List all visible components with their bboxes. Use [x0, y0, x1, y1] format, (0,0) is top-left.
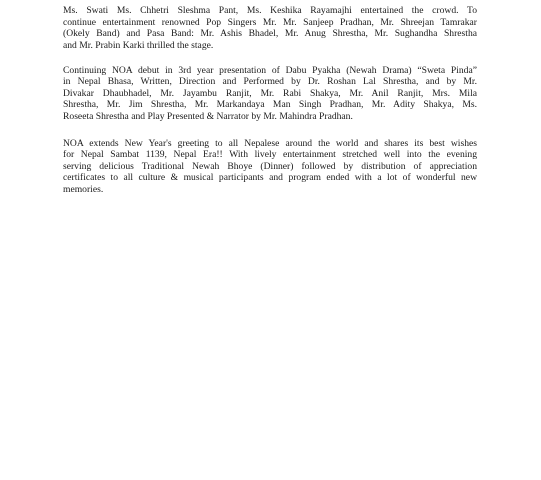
paragraph-line: serving delicious Traditional Newah Bhoye (Dinner) followed by distribution of appreciation [63, 160, 477, 172]
paragraph-line: and Mr. Prabin Karki thrilled the stage. [63, 39, 214, 51]
paragraph-line: Shrestha, Mr. Jim Shrestha, Mr. Markandaya Man Singh Pradhan, Mr. Adity Shakya, Ms. [63, 99, 477, 111]
paragraph-line: continue entertainment renowned Pop Singers Mr. Mr. Sanjeep Pradhan, Mr. Shreejan Tamrakar [63, 16, 477, 28]
paragraph-line: Divakar Dhaubhadel, Mr. Jayambu Ranjit, Mr. Rabi Shakya, Mr. Anil Ranjit, Mrs. Mila [63, 87, 477, 99]
paragraph-line: Ms. Swati Ms. Chhetri Sleshma Pant, Ms. Keshika Rayamajhi entertained the crowd. To [63, 5, 477, 17]
paragraph-line: for Nepal Sambat 1139, Nepal Era!! With lively entertainment stretched well into the evening [63, 149, 477, 161]
paragraph-line: NOA extends New Year's greeting to all Nepalese around the world and shares its best wishes [63, 138, 477, 149]
paragraph-line: Continuing NOA debut in 3rd year presentation of Dabu Pyakha (Newah Drama) “Sweta Pinda” [63, 65, 477, 76]
paragraph-line: in Nepal Bhasa, Written, Direction and Performed by Dr. Roshan Lal Shrestha, and by Mr. [63, 76, 477, 88]
paragraph-greeting [63, 138, 477, 195]
paragraph-entertainment [63, 0, 477, 51]
paragraph-line: Roseeta Shrestha and Play Presented & Narrator by Mr. Mahindra Pradhan. [63, 110, 353, 122]
paragraph-drama [63, 65, 477, 122]
paragraph-line: memories. [63, 183, 104, 195]
paragraph-line: (Okely Band) and Pasa Band: Mr. Ashis Bhadel, Mr. Anug Shrestha, Mr. Sughandha Shrestha [63, 28, 477, 40]
paragraph-line: certificates to all culture & musical participants and program ended with a lot of wonderful new [63, 172, 477, 184]
